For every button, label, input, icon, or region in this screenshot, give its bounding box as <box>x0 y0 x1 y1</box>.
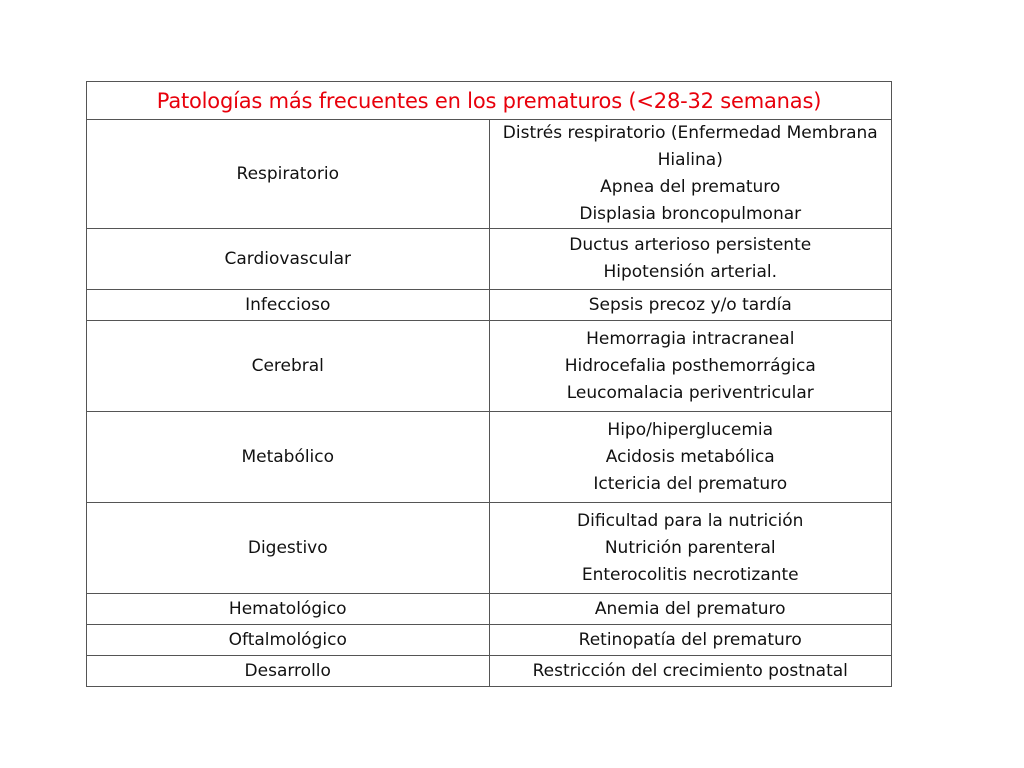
pathology-item: Hipo/hiperglucemia <box>607 419 774 440</box>
category-cell: Cardiovascular <box>87 229 490 290</box>
pathology-item: Anemia del prematuro <box>594 598 786 619</box>
category-cell: Hematológico <box>87 594 490 625</box>
pathologies-cell <box>489 321 892 412</box>
pathologies-cell <box>489 656 892 687</box>
category-cell: Metabólico <box>87 412 490 503</box>
category-cell: Infeccioso <box>87 290 490 321</box>
pathology-item: Hidrocefalia posthemorrágica <box>564 355 816 376</box>
title-row <box>87 82 892 120</box>
pathologies-cell <box>489 625 892 656</box>
pathologies-cell <box>489 229 892 290</box>
pathology-item: Retinopatía del prematuro <box>578 629 802 650</box>
pathology-item: Sepsis precoz y/o tardía <box>588 294 792 315</box>
pathology-item: Enterocolitis necrotizante <box>581 564 799 585</box>
table-row <box>87 321 892 412</box>
category-cell: Cerebral <box>87 321 490 412</box>
pathology-item: Distrés respiratorio (Enfermedad Membrana Hialina) <box>502 123 878 170</box>
table-row <box>87 656 892 687</box>
pathologies-cell <box>489 120 892 229</box>
category-cell: Desarrollo <box>87 656 490 687</box>
table-row <box>87 625 892 656</box>
table-row <box>87 503 892 594</box>
category-cell: Respiratorio <box>87 120 490 229</box>
pathologies-cell <box>489 594 892 625</box>
pathologies-cell <box>489 412 892 503</box>
pathology-item: Hipotensión arterial. <box>603 262 778 282</box>
pathology-item: Hemorragia intracraneal <box>586 328 795 349</box>
table-row <box>87 412 892 503</box>
table-row <box>87 290 892 321</box>
pathology-item: Restricción del crecimiento postnatal <box>532 660 848 681</box>
pathology-item: Displasia broncopulmonar <box>579 204 802 224</box>
table-row <box>87 120 892 229</box>
pathology-item: Ductus arterioso persistente <box>569 235 812 255</box>
pathologies-table <box>86 81 892 687</box>
pathology-item: Ictericia del prematuro <box>593 473 788 494</box>
pathology-item: Nutrición parenteral <box>604 537 776 558</box>
pathology-item: Apnea del prematuro <box>600 177 781 197</box>
pathologies-cell <box>489 503 892 594</box>
table-body <box>87 120 892 687</box>
table-row <box>87 594 892 625</box>
table-title: Patologías más frecuentes en los prematuros (<28-32 semanas) <box>87 82 892 120</box>
category-cell: Digestivo <box>87 503 490 594</box>
pathology-item: Acidosis metabólica <box>605 446 775 467</box>
pathologies-cell <box>489 290 892 321</box>
pathology-item: Leucomalacia periventricular <box>566 382 814 403</box>
pathology-item: Dificultad para la nutrición <box>577 510 804 531</box>
table-row <box>87 229 892 290</box>
category-cell: Oftalmológico <box>87 625 490 656</box>
